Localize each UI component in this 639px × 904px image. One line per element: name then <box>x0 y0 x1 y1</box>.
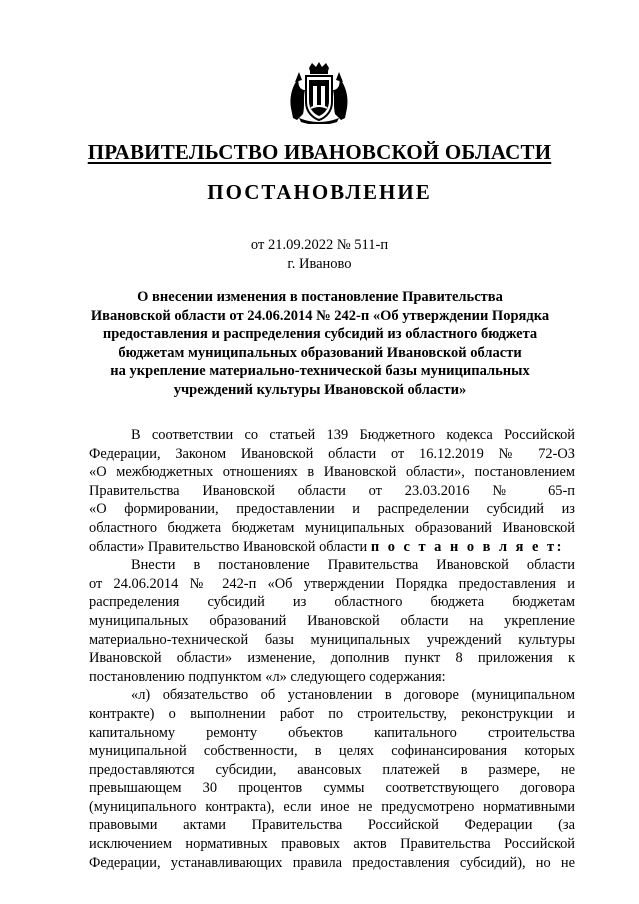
paragraph-preamble <box>89 426 575 556</box>
resolves-verb: п о с т а н о в л я е т: <box>370 538 564 555</box>
text-line <box>89 538 575 557</box>
text-line: предоставляются субсидии, авансовых платежей в размере, не <box>89 761 575 778</box>
document-title <box>80 288 560 400</box>
date-number: от 21.09.2022 № 511-п <box>250 237 389 253</box>
text-line: муниципальной собственности, в целях софинансирования которых <box>89 743 575 760</box>
text-line: Федерации, Законом Ивановской области от 16.12.2019 № 72-ОЗ <box>89 445 575 462</box>
text-line: капитальному ремонту объектов капитального строительства <box>89 724 575 741</box>
title-line: предоставления и распределения субсидий из областного бюджета <box>102 326 538 343</box>
text-line: распределения субсидий из областного бюджета бюджетам <box>89 594 575 611</box>
text-line: правовыми актами Правительства Российской Федерации (за <box>89 817 575 834</box>
text-line: Внести в постановление Правительства Ивановской области <box>131 557 575 574</box>
title-line: Ивановской области от 24.06.2014 № 242-п «Об утверждении Порядка <box>90 307 550 324</box>
paragraph-amendment <box>89 556 575 686</box>
text-line: «О формировании, предоставлении и распределении субсидий из <box>89 501 575 518</box>
text-line: Правительства Ивановской области от 23.03.2016 № 65-п <box>89 482 575 499</box>
text-line: Ивановской области» изменение, дополнив пункт 8 приложения к <box>89 650 575 667</box>
title-line: учреждений культуры Ивановской области» <box>173 381 467 398</box>
text-line: областного бюджета бюджетам муниципальных образований Ивановской <box>89 519 575 536</box>
coat-of-arms-icon <box>287 62 351 124</box>
text-line: контракте) о выполнении работ по строительству, реконструкции и <box>89 705 575 722</box>
text-line: «л) обязательство об установлении в договоре (муниципальном <box>131 687 575 704</box>
text-line: муниципальных образований Ивановской области на укрепление <box>89 612 575 629</box>
text-line: (муниципального контракта), если иное не предусмотрено нормативными <box>89 798 575 815</box>
text-line: от 24.06.2014 № 242-п «Об утверждении Порядка предоставления и <box>89 575 575 592</box>
text-line: материально-технической базы муниципальных учреждений культуры <box>89 631 575 648</box>
organization-name: ПРАВИТЕЛЬСТВО ИВАНОВСКОЙ ОБЛАСТИ <box>87 140 552 164</box>
text-line: «О межбюджетных отношениях в Ивановской области», постановлением <box>89 464 575 481</box>
document-type: ПОСТАНОВЛЕНИЕ <box>207 180 432 204</box>
text-line: В соответствии со статьей 139 Бюджетного кодекса Российской <box>131 427 575 443</box>
text-line: Федерации, устанавливающих правила предоставления субсидий), но не <box>89 854 575 871</box>
title-line: О внесении изменения в постановление Правительства <box>137 289 503 305</box>
text-line: исключением нормативных правовых актов Правительства Российской <box>89 836 575 853</box>
paragraph-subclause-l <box>89 686 575 872</box>
city: г. Иваново <box>287 256 352 272</box>
text-line: превышающем 30 процентов суммы соответствующего договора <box>89 780 575 797</box>
title-line: бюджетам муниципальных образований Ивановской области <box>118 344 522 361</box>
document-body <box>89 426 575 872</box>
text-line: постановлению подпунктом «л» следующего содержания: <box>89 668 446 685</box>
title-line: на укрепление материально-технической базы муниципальных <box>110 363 530 380</box>
text-fragment: области» Правительство Ивановской области <box>89 538 368 555</box>
